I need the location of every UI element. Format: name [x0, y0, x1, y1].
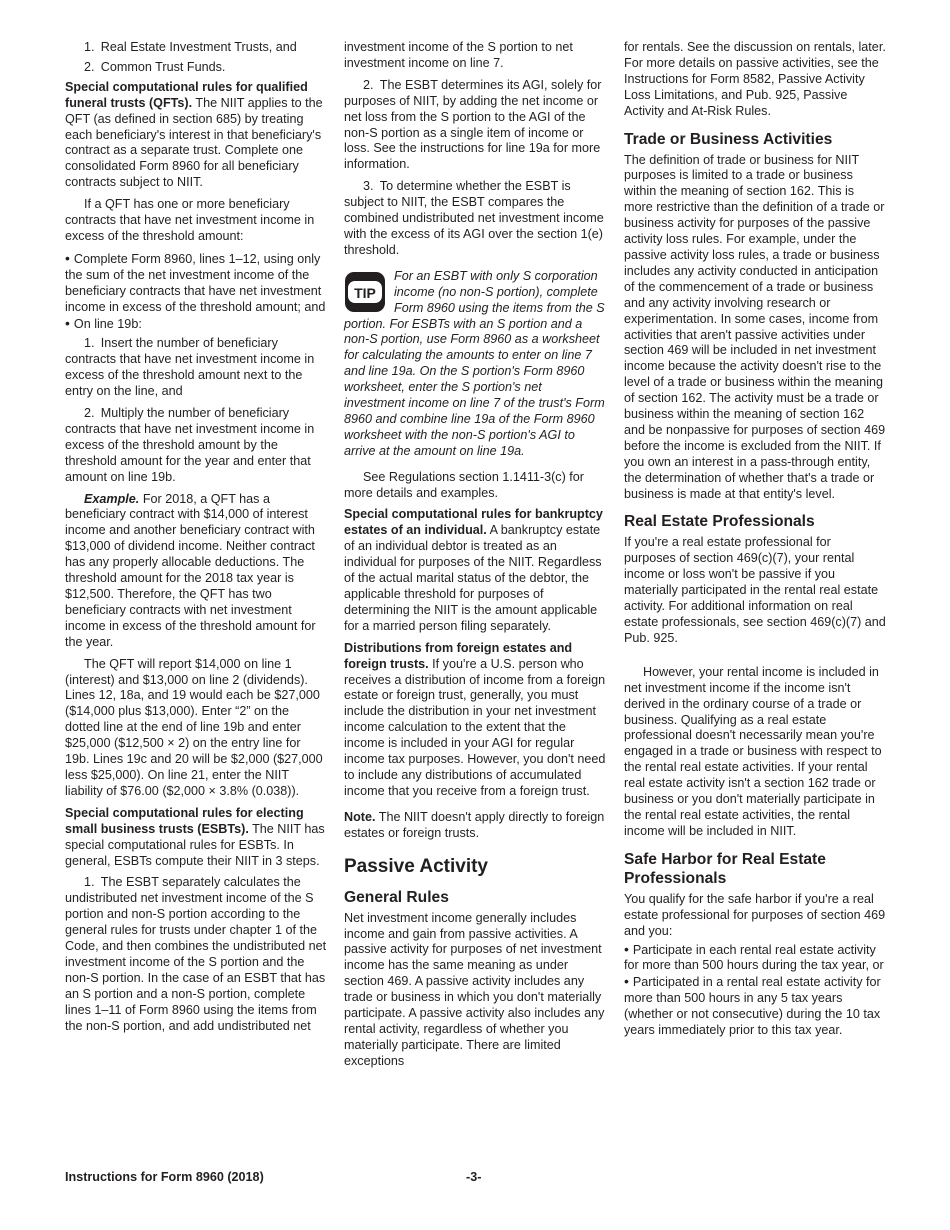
esbt-text: The NIIT has special computational rules for ESBTs. In general, ESBTs compute their NIIT in 3 steps.: [65, 821, 325, 868]
example-text: For 2018, a QFT has a beneficiary contract with $14,000 of interest income and another beneficiary contract with $13,000 of dividend income. Neither contract has any properly allocable deductions. The threshold amount for the 2018 tax year is $12,500. Therefore, the QFT has two beneficiary contracts with net investment income in excess of the threshold amount for the year.: [65, 491, 316, 649]
example-paragraph: [65, 492, 327, 651]
tip-icon-label: TIP: [354, 284, 376, 301]
esbt-step-1: 1. The ESBT separately calculates the undistributed net investment income of the S portion and non-S portion according to the general rules for trusts under chapter 1 of the Code, and then combines the undistributed net investment income of the S portion and the non-S portion. In the case of an ESBT that has an S portion and a non-S portion, complete lines 1–11 of Form 8960 using the items from the non-S portion, and add undistributed net: [65, 875, 327, 1033]
list-item-common-trust-funds: 2. Common Trust Funds.: [84, 59, 226, 74]
note-paragraph: [344, 810, 606, 842]
qft-heading: Special computational rules for qualified funeral trusts (QFTs).: [65, 79, 308, 110]
tip-text: For an ESBT with only S corporation income (no non-S portion), complete Form 8960 using the items from the S portion. For ESBTs with an S portion and a non-S portion, use Form 8960 as a worksheet for calculating the amounts to enter on line 7 and line 19a. On the S portion's Form 8960 worksheet, enter the S portion's net investment income on line 7 of the trust's Form 8960 and combine line 19a of the Form 8960 worksheet with the non-S portion's AGI to arrive at the amount on line 19a.: [344, 268, 605, 458]
foreign-text: If you're a U.S. person who receives a distribution of income from a foreign estate or foreign trust, generally, you must include the distribution in your net investment income calculation to the extent that the income is included in your AGI for regular income tax purposes. However, you don't need to include any distributions of accumulated income that you receive from a foreign trust.: [344, 656, 606, 798]
foreign-paragraph: [344, 641, 606, 800]
safe-harbor-bullet-2: • Participated in a rental real estate activity for more than 500 hours in any 5 tax years (whether or not consecutive) during the 10 tax years immediately prior to this tax year.: [624, 973, 881, 1038]
passive-activity-heading: Passive Activity: [344, 855, 488, 877]
bullet-icon: •: [65, 314, 70, 331]
real-estate-professionals-text-2: However, your rental income is included in net investment income if the income isn't derived in the ordinary course of a trade or business. Qualifying as a real estate professional doesn't necessarily mean you're engaged in a trade or business with respect to the rental real estate activities. If your rental real estate activity isn't a section 162 trade or business or you don't materially participate in the rental real estate activities, the rental income will be included in NIIT.: [624, 664, 882, 838]
qft-paragraph-2: If a QFT has one or more beneficiary contracts that have net investment income in excess of the threshold amount:: [65, 197, 315, 243]
footer-form-title: Instructions for Form 8960 (2018): [65, 1170, 264, 1184]
general-rules-text: Net investment income generally includes income and gain from passive activities. A passive activity for purposes of net investment income has the same meaning as under section 469. A passive activity includes any trade or business in which you don't materially participate. A passive activity also includes any rental activity, regardless of whether you materially participate. There are limited exceptions: [344, 910, 605, 1068]
safe-harbor-bullet-1: • Participate in each rental real estate activity for more than 500 hours during the tax year, or: [624, 940, 884, 973]
real-estate-professionals-heading: Real Estate Professionals: [624, 513, 815, 531]
see-regulations: See Regulations section 1.1411-3(c) for more details and examples.: [344, 469, 584, 500]
bankruptcy-text: A bankruptcy estate of an individual debtor is treated as an individual for purposes of the NIIT. Regardless of the actual marital status of the debtor, the applicable threshold for purposes of determining the NIIT is the amount applicable for a married person filing separately.: [344, 523, 602, 633]
trade-business-text: The definition of trade or business for NIIT purposes is limited to a trade or business within the meaning of section 162. This is more restrictive than the definition of a trade or business activity for purposes of the passive activity loss rules. For example, under the passive activity loss rules, a trade or business includes any activity conducted in anticipation of the commencement of a trade or business and any activity involving research or experimentation. In some cases, income from activities that aren't passive activities under section 469 will be included in net investment income because the activity doesn't rise to the level of a trade or business within the meaning of section 162. The activity must be a trade or business within the meaning of section 162 and be nonpassive for purposes of section 469 before the income is excluded from the NIIT. If you own an interest in a pass-through entity, the determination of whether that's a trade or business is made at that entity's level.: [624, 152, 886, 501]
example-paragraph-2: The QFT will report $14,000 on line 1 (interest) and $13,000 on line 2 (dividends). Lines 12, 18a, and 19 would each be $27,000 ($14,000 plus $13,000). Enter “2” on the dotted line at the end of line 19b and enter $25,000 ($12,500 × 2) on the entry line for 19b. Lines 19c and 20 will be $2,000 ($27,000 less $25,000). On line 21, enter the NIIT liability of $76.00 ($2,000 × 3.8% (0.038)).: [65, 656, 323, 798]
tip-icon: [344, 271, 386, 313]
qft-bullet-2: • On line 19b:: [65, 314, 142, 331]
esbt-step-2: 2. The ESBT determines its AGI, solely for purposes of NIIT, by adding the net income or net loss from the S portion to the AGI of the non-S portion as a single item of income or loss. See the instructions for line 19a for more information.: [344, 77, 602, 172]
passive-continued: for rentals. See the discussion on rentals, later. For more details on passive activities, see the Instructions for Form 8582, Passive Activity Loss Limitations, and Pub. 925, Passive Activity and At-Risk Rules.: [624, 40, 886, 118]
column-1: [65, 40, 327, 1040]
qft-step-2: 2. Multiply the number of beneficiary contracts that have net investment income in excess of the threshold amount by the threshold amount for the year and enter that amount on line 19b.: [65, 406, 315, 484]
qft-text: The NIIT applies to the QFT (as defined in section 685) by treating each beneficiary's interest in that beneficiary's contract as a separate trust. Complete one consolidated Form 8960 for all beneficiary contracts subject to NIIT.: [65, 95, 323, 190]
example-label: Example.: [84, 491, 140, 506]
general-rules-heading: General Rules: [344, 888, 449, 906]
qft-paragraph: [65, 80, 327, 191]
real-estate-professionals-text: If you're a real estate professional for purposes of section 469(c)(7), your rental income or loss won't be passive if you materially participated in the rental real estate activity. For additional information on real estate professionals, see section 469(c)(7) and Pub. 925.: [624, 535, 886, 645]
tip-callout: [344, 269, 606, 460]
esbt-step-3: 3. To determine whether the ESBT is subject to NIIT, the ESBT compares the combined undistributed net investment income with the excess of its AGI over the section 1(e) threshold.: [344, 179, 604, 257]
safe-harbor-heading: Safe Harbor for Real Estate Professionals: [624, 850, 826, 887]
esbt-step-1-continued: investment income of the S portion to net investment income on line 7.: [344, 40, 573, 70]
esbt-paragraph: [65, 806, 327, 870]
column-3: [624, 40, 886, 1039]
column-2: [344, 40, 606, 1076]
footer-page-number: -3-: [466, 1170, 482, 1184]
qft-bullet-1: • Complete Form 8960, lines 1–12, using only the sum of the net investment income of the beneficiary contracts that have net investment income in excess of the threshold amount; and: [65, 249, 326, 314]
list-item-reits: 1. Real Estate Investment Trusts, and: [84, 40, 297, 54]
bankruptcy-heading: Special computational rules for bankruptcy estates of an individual.: [344, 507, 603, 538]
safe-harbor-text: You qualify for the safe harbor if you're a real estate professional for purposes of section 469 and you:: [624, 891, 886, 938]
trade-business-heading: Trade or Business Activities: [624, 130, 833, 148]
bullet-icon: •: [624, 973, 629, 990]
note-label: Note.: [344, 809, 376, 824]
bullet-icon: •: [65, 249, 70, 266]
note-text: The NIIT doesn't apply directly to foreign estates or foreign trusts.: [344, 809, 605, 840]
qft-step-1: 1. Insert the number of beneficiary contracts that have net investment income in excess of the threshold amount next to the entry on the line, and: [65, 336, 315, 399]
esbt-heading: Special computational rules for electing small business trusts (ESBTs).: [65, 805, 304, 836]
bullet-icon: •: [624, 940, 629, 957]
foreign-heading: Distributions from foreign estates and foreign trusts.: [344, 640, 573, 671]
bankruptcy-paragraph: [344, 507, 606, 634]
